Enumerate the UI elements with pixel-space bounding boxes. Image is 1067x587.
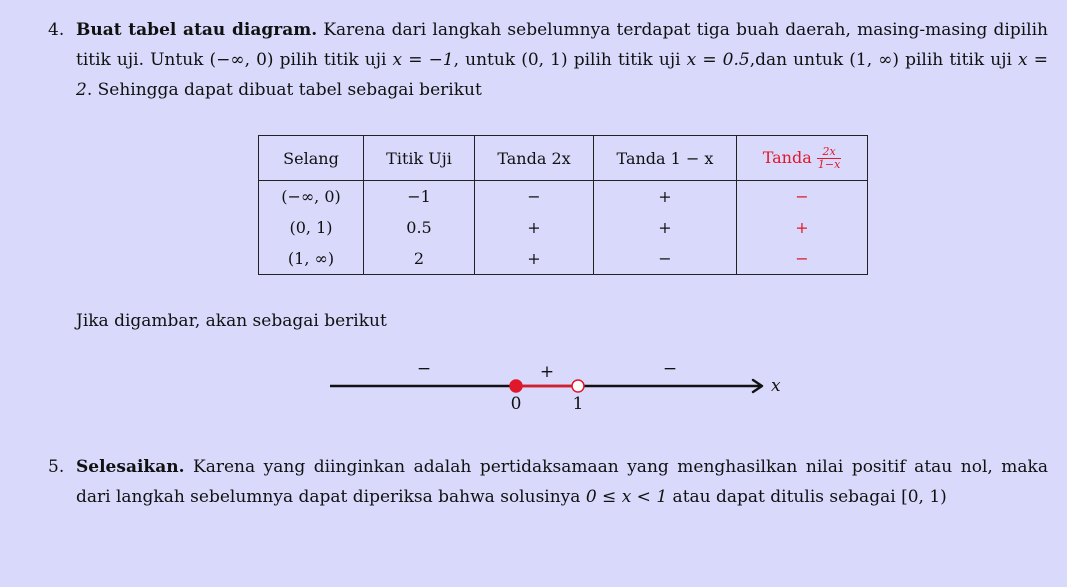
step-4-text: Karena dari langkah sebelumnya terdapat tiga buah daerah, masing-masing dipilih titik uji. Untuk — [76, 20, 1049, 70]
step-5-number: 5. — [48, 457, 65, 477]
cell: + — [475, 212, 594, 243]
solution-interval: [0, 1) — [901, 487, 947, 507]
fraction-numerator: 2x — [817, 146, 841, 159]
open-point-icon — [572, 380, 584, 392]
cell: − — [594, 243, 737, 275]
cell: + — [594, 181, 737, 213]
cell: 2 — [364, 243, 475, 275]
step-5-text: atau dapat ditulis sebagai — [667, 487, 902, 507]
step-5-text: Karena yang diinginkan adalah pertidaksamaan yang menghasilkan nilai positif atau nol, maka dari langkah sebelumnya dapat diperiksa bahwa solusinya — [76, 457, 1048, 507]
fraction-denominator: 1−x — [817, 157, 841, 171]
cell: + — [594, 212, 737, 243]
step-5-heading: Selesaikan. — [76, 457, 185, 477]
cell: (−∞, 0) — [259, 181, 364, 213]
test-point-3: x = 2 — [76, 50, 1048, 100]
interval-3: (1, ∞) — [849, 50, 899, 70]
closed-point-icon — [510, 380, 522, 392]
sign-right: − — [662, 359, 678, 379]
step-5-body — [76, 452, 1048, 512]
test-point-1: x = −1 — [392, 50, 454, 70]
step-4-text: pilih titik uji — [567, 50, 687, 70]
header-tanda-2x: Tanda 2x — [475, 136, 594, 181]
cell: − — [737, 181, 868, 213]
header-titik-uji: Titik Uji — [364, 136, 475, 181]
header-tanda-label: Tanda — [762, 147, 812, 167]
point-label-0: 0 — [510, 394, 522, 414]
step-4-number: 4. — [48, 20, 65, 40]
step-4-heading: Buat tabel atau diagram. — [76, 20, 318, 40]
cell: + — [475, 243, 594, 275]
solution-inequality: 0 ≤ x < 1 — [585, 487, 668, 507]
cell: + — [737, 212, 868, 243]
step-4-text: . Sehingga dapat dibuat tabel sebagai berikut — [86, 80, 482, 100]
cell: 0.5 — [364, 212, 475, 243]
step-4-text: ,dan untuk — [749, 50, 850, 70]
header-selang: Selang — [259, 136, 364, 181]
point-label-1: 1 — [572, 394, 584, 414]
step-5 — [48, 452, 1048, 512]
step-4-text: , untuk — [453, 50, 522, 70]
interval-1: (−∞, 0) — [209, 50, 274, 70]
cell: −1 — [364, 181, 475, 213]
sign-middle: + — [539, 362, 555, 382]
cell: − — [737, 243, 868, 275]
drawing-caption: Jika digambar, akan sebagai berikut — [76, 311, 387, 331]
step-4-text: pilih titik uji — [899, 50, 1019, 70]
test-point-2: x = 0.5 — [686, 50, 750, 70]
cell: (1, ∞) — [259, 243, 364, 275]
cell: − — [475, 181, 594, 213]
axis-label: x — [771, 376, 781, 396]
sign-left: − — [416, 359, 432, 379]
header-tanda-1-minus-x: Tanda 1 − x — [594, 136, 737, 181]
cell: (0, 1) — [259, 212, 364, 243]
interval-2: (0, 1) — [521, 50, 568, 70]
step-4-text: pilih titik uji — [273, 50, 393, 70]
